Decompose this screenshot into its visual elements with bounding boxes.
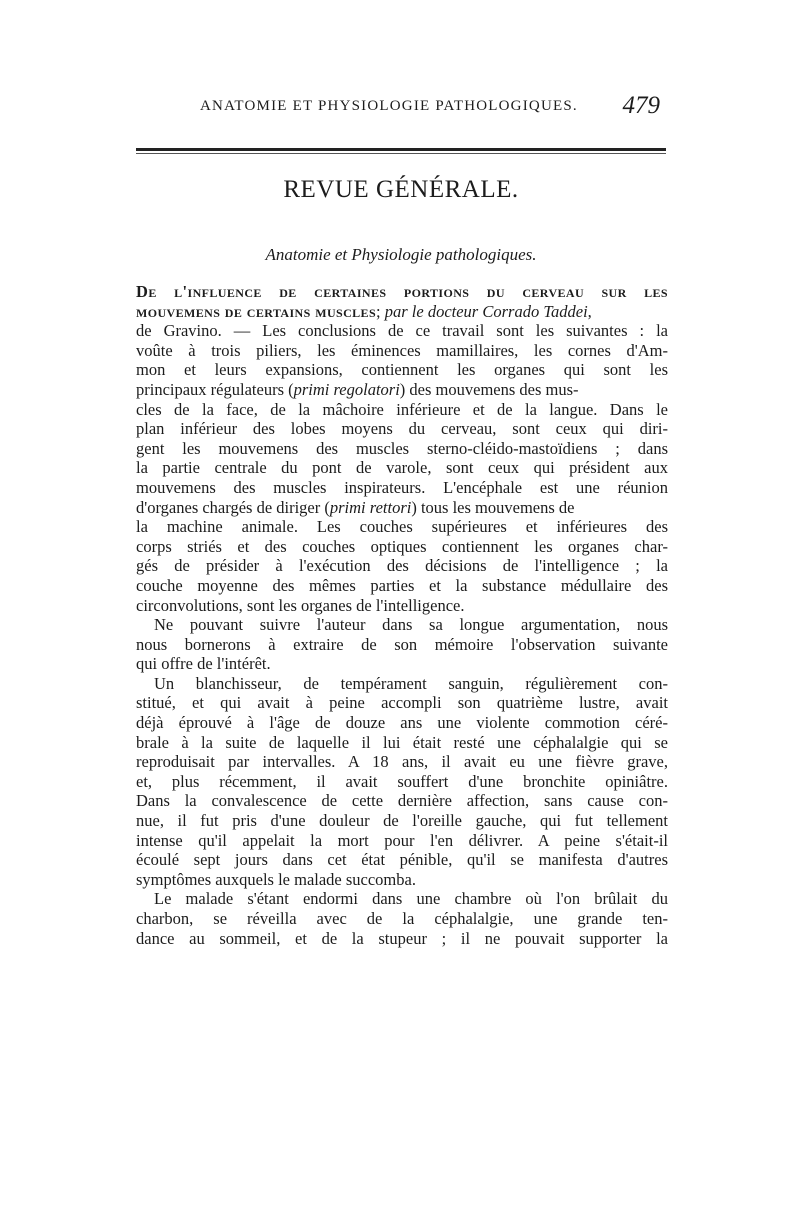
byline-sep: ; [376, 301, 381, 321]
text-line: et, plus récemment, il avait souffert d'une bronchite opiniâtre. [136, 771, 668, 791]
running-head: ANATOMIE ET PHYSIOLOGIE PATHOLOGIQUES. [200, 98, 578, 114]
header-rule-thin [136, 153, 666, 154]
section-title: REVUE GÉNÉRALE. [283, 176, 519, 203]
section-subtitle: Anatomie et Physiologie pathologiques. [265, 245, 537, 264]
paren-open: ( [324, 497, 330, 517]
text-line: stitué, et qui avait à peine accompli son quatrième lustre, avait [136, 693, 668, 713]
article-heading-cont [136, 302, 668, 322]
text-line: intense qu'il appelait la mort pour l'en délivrer. A peine s'était-il [136, 830, 668, 850]
text-line: plan inférieur des lobes moyens du cerveau, sont ceux qui diri- [136, 419, 668, 439]
text-fragment: d'organes chargés de diriger [136, 497, 321, 517]
text-line: mouvemens des muscles inspirateurs. L'encéphale est une réunion [136, 477, 668, 497]
text-line: la machine animale. Les couches supérieures et inférieures des [136, 517, 668, 537]
text-line: nous bornerons à extraire de son mémoire l'observation suivante [136, 634, 668, 654]
text-line: corps striés et des couches optiques contiennent les organes char- [136, 536, 668, 556]
text-line: écoulé sept jours dans cet état pénible, qu'il se manifesta d'autres [136, 850, 668, 870]
text-line-inline [136, 380, 668, 400]
italic-term: primi regolatori [293, 379, 400, 399]
text-line: circonvolutions, sont les organes de l'intelligence. [136, 595, 465, 615]
article-heading-2: mouvemens de certains muscles [136, 301, 377, 321]
text-line: nue, il fut pris d'une douleur de l'oreille gauche, qui fut tellement [136, 811, 668, 831]
article-heading: De l'influence de certaines portions du cerveau sur les [136, 282, 668, 301]
text-line: la partie centrale du pont de varole, sont ceux qui président aux [136, 458, 668, 478]
text-fragment: principaux régulateurs [136, 379, 284, 399]
text-line: mon et leurs expansions, contiennent les organes qui sont les [136, 360, 668, 380]
header-rule [136, 148, 666, 151]
article-body [136, 282, 668, 948]
text-fragment: ) des mouvemens des mus- [399, 379, 579, 399]
text-line: gés de présider à l'exécution des décisions de l'intelligence ; la [136, 556, 668, 576]
byline-tail: , [587, 301, 592, 321]
text-line: symptômes auxquels le malade succomba. [136, 869, 416, 889]
paren-open: ( [288, 379, 294, 399]
text-line: de Gravino. — Les conclusions de ce travail sont les suivantes : la [136, 321, 668, 341]
page-header [200, 92, 660, 132]
text-line: qui offre de l'intérêt. [136, 654, 271, 674]
text-line: charbon, se réveilla avec de la céphalalgie, une grande ten- [136, 909, 668, 928]
text-line: Un blanchisseur, de tempérament sanguin, régulièrement con- [154, 673, 668, 693]
text-line: Ne pouvant suivre l'auteur dans sa longue argumentation, nous [154, 615, 668, 635]
text-line: Dans la convalescence de cette dernière affection, sans cause con- [136, 791, 668, 811]
italic-term: primi rettori [329, 497, 412, 517]
text-line: couche moyenne des mêmes parties et la substance médullaire des [136, 575, 668, 595]
text-line: cles de la face, de la mâchoire inférieure et de la langue. Dans le [136, 399, 668, 419]
page-number: 479 [622, 92, 660, 119]
text-line: voûte à trois piliers, les éminences mamillaires, les cornes d'Am- [136, 340, 668, 360]
text-fragment: ) tous les mouvemens de [411, 497, 575, 517]
byline: par le docteur Corrado Taddei [384, 301, 588, 321]
text-line: dance au sommeil, et de la stupeur ; il ne pouvait supporter la [136, 928, 668, 948]
text-line: déjà éprouvé à l'âge de douze ans une violente commotion céré- [136, 713, 668, 733]
text-line-inline [136, 498, 668, 518]
text-line: gent les mouvemens des muscles sterno-cléido-mastoïdiens ; dans [136, 438, 668, 458]
text-line: Le malade s'étant endormi dans une chambre où l'on brûlait du [154, 889, 668, 909]
text-line: brale à la suite de laquelle il lui était resté une céphalalgie qui se [136, 732, 668, 752]
text-line: reproduisait par intervalles. A 18 ans, il avait eu une fièvre grave, [136, 752, 668, 772]
